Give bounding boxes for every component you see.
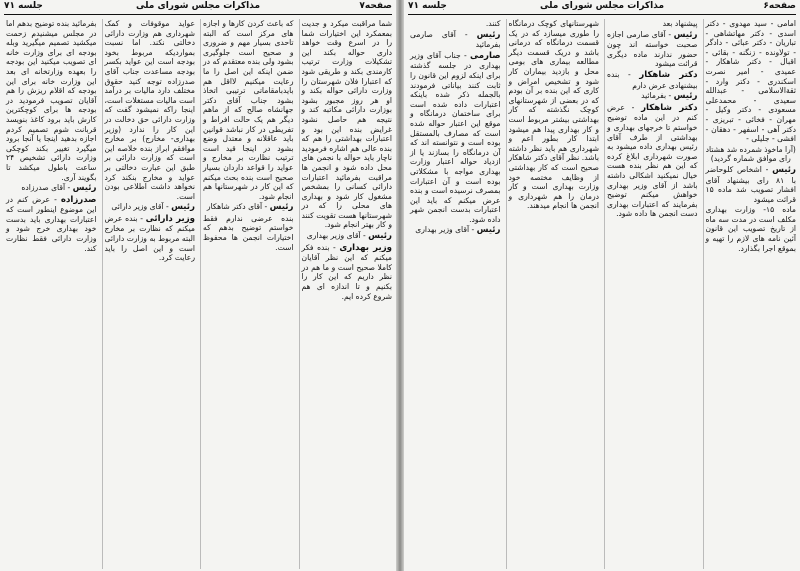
paragraph [607,91,698,102]
paragraph [6,183,97,194]
paragraph [203,19,294,201]
paragraph-text: - اشخاص کلوحاضر با ۸۱ رای بیشنهاد آقای افشار تصویب شد ماده ۱۵ قرائت میشود [705,164,796,204]
paragraph [410,225,501,236]
page-number: صفحه۶ [763,1,796,11]
paragraph-text: - بنده عرض میکنم که نظارت بر مخارج البته مربوط به وزارت دارائی است و این اصل را باید رعایت کرد. [104,213,195,263]
page-header [4,1,392,13]
paragraph-text: ماده ۱۵- وزارت بهداری مکلف است در مدت سه ماه از تاریخ تصویب این قانون آئین نامه های لازم را تهیه و بموقع اجرا بگذارد. [705,205,796,253]
left-page [0,0,396,571]
text-column [102,19,196,569]
paragraph-text: بنده عرضی ندارم فقط خواستم توضیح بدهم که اختیارات انجمن ها محفوظ است. [203,213,294,252]
paragraph-text: - بنده بیشنهادی عرض دارم [607,69,698,90]
text-column [506,19,600,569]
paragraph [105,214,196,263]
paragraph [706,165,797,204]
page-number: صفحه۷ [359,1,392,11]
paragraph [410,19,501,29]
paragraph-text: - بفرمائید [641,91,672,101]
text-column [200,19,294,569]
text-column [604,19,698,569]
publication-title: مذاکرات مجلس شورای ملی [539,1,665,11]
paragraph-text: که باعث کردن کارها و اجازه های مرکز است که البته تاحدی بسیار مهم و ضروری و صحیح است جلوگیری بشود ولی بنده معتقدم که در ضمن اینکه این اصل را ما رعایت میکنیم لااقل هم بایدبامقاماتی ترتیبی اتخاذ بشود جناب آقای دکتر جهانشاه صالح که از ماهم دیگر هم یک حالت افراط و تفریطی در کار نباشد قوانین باید عاقلانه و معتدل وضع بشود در اینجا قید است ترتیب نظارت بر مخارج و عواید را قواعد داردان بسیار صحیح است بنده بحث میکنم که این کار در شهرستانها هم انجام شود. [203,19,294,201]
paragraph-text: - آقای صارمی اجازه صحبت خواسته اند چون حضور ندارند ماده دیگری قرائت میشود [607,29,698,69]
session-number: جلسه ۷۱ [408,1,447,11]
speaker-name: رئیس [171,202,195,213]
speaker-name: دکتر شاهکار [639,69,698,80]
paragraph-text: کنند. [485,19,501,28]
paragraph [302,243,393,302]
paragraph [105,19,196,201]
speaker-name: رئیس [269,202,294,213]
text-columns [408,19,796,569]
paragraph-text: بفرمائید بنده توضیح بدهم اما در مجلس میشنیدم زحمت میکشید تصمیم میگیرید وبله بودجه ای برای وزارت خانه ای تصویب میکنید این بودجه را بعهده وزارتخانه ای بعد این وزارت خانه برای این بودجه که اقلام ریزش را هم آقایان تصویب فرمودید در بودجه ها برای کوچکترین کارش باید برود کاغذ بنویسد قربانت شوم تصمیم کردم اجازه بدهید اینجا یا آنجا برود میگیرد تغییر بکند کوچکی وزارت دارائی تشخیص ۲۴ ساعت باطول میکشد تا بگویند آری. [6,19,97,182]
text-column [4,19,97,569]
paragraph [706,19,797,144]
right-page [404,0,800,571]
paragraph [607,19,698,29]
paragraph [105,202,196,213]
speaker-name: رئیس [368,231,392,242]
paragraph [302,19,393,230]
paragraph-text: پیشنهاد بعد [662,19,698,28]
paragraph [706,145,797,164]
paragraph-text: - بنده فکر میکنم که این نظر آقایان کاملا صحیح است و ما هم در نظر داریم که این کار را بکنیم و تا اندازه ای هم شروع کرده ایم. [301,242,392,301]
text-column [703,19,797,569]
speaker-name: رئیس [673,91,698,102]
paragraph [607,30,698,69]
paragraph [6,19,97,182]
paragraph-text: - آقای وزیر بهداری [306,231,366,241]
header-rule [408,14,796,15]
paragraph-text: عواید موقوفات و کمک شهرداری هم وزارت دارائی دخالتی نکند. اما نسبت بمواردیکه مربوط بخود بودجه است این عواید بکسر بودجه مساعدت جناب آقای صدرزاده توجه کنید حقوق مختلف دارد مالیات بر درآمد است مالیات مستغلات است، اینجا راکه نمیشود گفت که وزارت دارائی حق دخالت در این کار را ندارد (وزیر بهداری- مخارج) بر مخارج موافقم ابراز بنده خلاصه این است که وزارت دارائی بر طبق این عبارت دخالتی بر عواید و مخارج بنکند کرد نخواهد داشت اطلاعی بودن است. [104,19,195,201]
paragraph [410,51,501,225]
header-rule [4,14,392,15]
paragraph [302,231,393,242]
paragraph-text: (آرا ماخوذ شمرده شد هشتاد رای موافق شماره گردید) [705,144,796,164]
speaker-name: رئیس [476,225,501,236]
paragraph-text: - جناب آقای وزیر بهداری در جلسه گذشته برای اینکه لزوم این قانون را ثابت کنند بیاناتی فرمودند بالجمله ذکر شده باینکه اعتبارات داده شده است برای ساختمان درمانگاه و موقع این اعتبار حواله شده است که مصارف بالمستقل بوده است و نتوانسته اند که آن درمانگاه را بسازند یا از ازدیاد حواله اعتبار وزارت بهداری مواجه با مشکلاتی بوده است و آن اعتبارات بمصرف نرسیده است و بنده عرض میکنم که باید این اعتبارات بدست انجمن شهر داده شود. [410,50,501,224]
speaker-name: دکتر شاهکار [641,102,698,113]
speaker-name: رئیس [476,29,501,40]
paragraph-text: - عرض کنم در این ماده توضیح خواستم تا خرجهای بهداری و بهداشتی از طرف آقای رئیس بهداری داده میشود به صورت شهرداری ابلاغ کرده که این هم نظر بنده هست خیال نمیکنید اشکالی داشته باشد از آقای وزیر بهداری خواهش میکنم توضیح بفرمایند که اعتبارات بهداری دست انجمن ها داده شود. [607,102,698,219]
paragraph-text: - عرض کنم در این موضوع اینطور است که اعتبارات بهداری باید بدست خود بهداری خرج شود و وزارت دارائی فقط نظارت کند. [6,194,97,253]
paragraph [607,70,698,90]
paragraph [203,214,294,252]
paragraph-text: شما مراقبت میکرد و جدیت بمعمکرد این اختیارات شما را در اسرع وقت خواهد داری حواله بکند این تشکیلات وزارت ترتیب کارمندی بکند و طریقی شود که اعتبارا فلان شهرستان را وزارت دارائی حواله بکند و او هر روز مجبور بشود بوزارت دارائی مکاتبه کند و نتیجه هم حاصل نشود غرایض بنده این بود و اعتبارات بهداشتی را هم که بنده عالی هم اشاره فرمودید ناچار باید حواله با نجمن های محل داده شود و انجمن ها مراقبت بفرمائید اعتبارات دارائی کسانی را بمشخص مشغول کار شود و بهداری های محلی را که در شهرستانها هست تقویت کنند و کار بهتر انجام شود. [301,19,392,230]
paragraph [410,30,501,50]
paragraph [706,205,797,253]
paragraph-text: امامی - سید مهدوی - دکتر اسدی - دکتر مهاتشاهی - تباریان - دکتر عبائی - دادگر - تولاونده - زنگنه - بقائی - اقبال - دکتر شاهکار - عمیدی - امیر نصرت اسکندری - دکتر وارد - ثقةالاسلامی - عبدالله سعیدی - محمدعلی مسعودی - دکتر وکیل - مهران - فخائی - تبریزی - دکتر آهی - اسفهر - دهقان - افشی - جلیلی - [705,19,796,144]
book-gutter [396,0,404,571]
publication-title: مذاکرات مجلس شورای ملی [135,1,261,11]
paragraph [607,103,698,219]
speaker-name: صدرزاده [60,194,97,205]
paragraph-text: - آقای صارمی بفرمائید [410,29,501,50]
speaker-name: صارمی [470,50,501,61]
text-column [408,19,501,569]
text-column [299,19,393,569]
speaker-name: وزیر بهداری [339,242,392,253]
session-number: جلسه ۷۱ [4,1,43,11]
speaker-name: رئیس [72,183,97,194]
paragraph-text: - آقای وزیر دارائی [111,202,169,212]
paragraph-text: شهرستانهای کوچک درمانگاه را طوری میسازد که در یک قسمت درمانگاه که درمانی باشد و دریک قسمت دیگر مطالعه بیماری های بومی محل و بازدید بیماران کار شود و تشخیص امراض و کاری که این بنده بر آن بودم که در بعضی از شهرستانهای کوچک نگذشته که کار بهداشتی بیشتر مربوط است و کار بهداری پیدا هم میشود ابتدا کار بطور اعم و شهرداری هم باید نظر داشته باشد. نظر آقای دکتر شاهکار صحیح است که کار بهداشتی از وظایف مختصه خود وزارت بهداری است و کار درمان را هم شهرداری و انجمن ها انجام میدهند. [508,19,599,211]
paragraph-text: - آقای دکتر شاهکار [206,202,268,212]
paragraph-text: - آقای وزیر بهداری [415,225,475,235]
paragraph [6,195,97,254]
speaker-name: وزیر دارائی [145,213,195,224]
paragraph [203,202,294,213]
page-header [408,1,796,13]
speaker-name: رئیس [772,164,796,175]
paragraph-text: - آقای صدرزاده [21,183,71,193]
text-columns [4,19,392,569]
paragraph [509,19,600,211]
speaker-name: رئیس [673,29,698,40]
